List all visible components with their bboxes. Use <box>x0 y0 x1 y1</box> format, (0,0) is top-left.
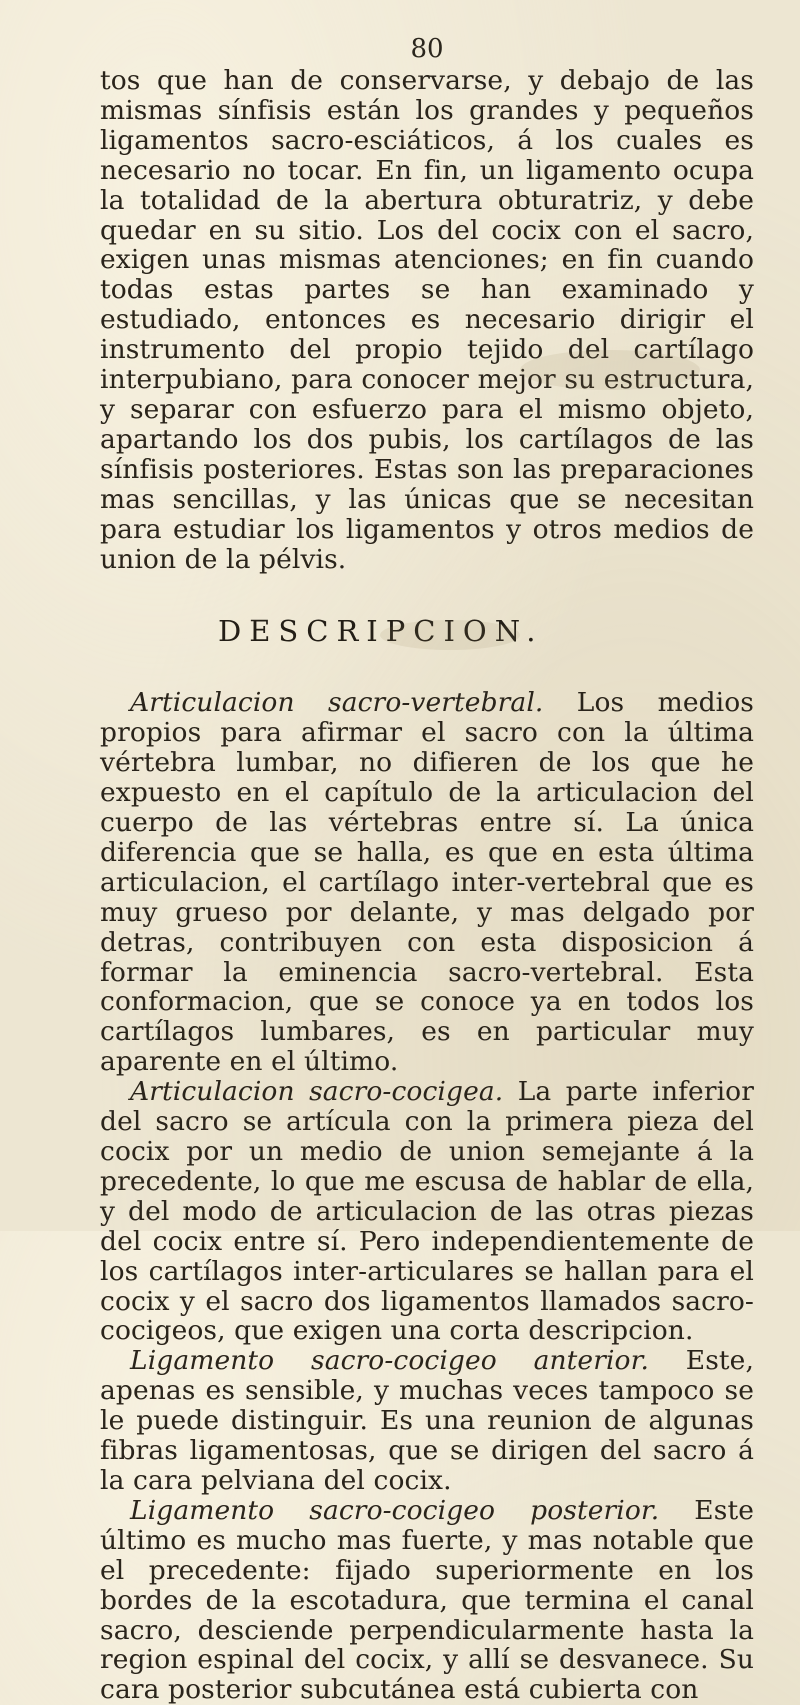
paragraph-lead-title: Articulacion sacro-vertebral. <box>130 687 544 719</box>
paragraph-lead-title: Articulacion sacro-cocigea. <box>130 1076 504 1108</box>
paragraph-body: Este, apenas es sensible, y muchas veces tampoco se le puede distinguir. Es una reunion de algunas fibras ligamentosas, que se dirigen del sacro á la cara pelviana del cocix. <box>100 1345 754 1496</box>
paragraph-sacro-cocigea <box>100 1077 754 1346</box>
paragraph-body: Este último es mucho mas fuerte, y mas notable que el precedente: fijado superiormente en los bordes de la escotadura, que termina el canal sacro, desciende perpendicularmente hasta la region espinal del cocix, y allí se desvanece. Su cara posterior subcutánea está cubierta con <box>100 1494 754 1705</box>
page-number: 80 <box>410 34 444 64</box>
paragraph-body: Los medios propios para afirmar el sacro con la última vértebra lumbar, no difieren de los que he expuesto en el capítulo de la articulacion del cuerpo de las vértebras entre sí. La única diferencia que se halla, es que en esta última articulacion, el cartílago inter-vertebral que es muy grueso por delante, y mas delgado por detras, contribuyen con esta disposicion á formar la eminencia sacro-vertebral. Esta conformacion, que se conoce ya en todos los cartílagos lumbares, es en particular muy aparente en el último. <box>100 687 755 1078</box>
paragraph-lead-title: Ligamento sacro-cocigeo anterior. <box>130 1345 649 1377</box>
paragraph-lead-title: Ligamento sacro-cocigeo posterior. <box>130 1494 660 1526</box>
section-heading: DESCRIPCION. <box>218 614 544 649</box>
paragraph-body: La parte inferior del sacro se artícula con la primera pieza del cocix por un medio de union semejante á la precedente, lo que me escusa de hablar de ella, y del modo de articulacion de las otras piezas del cocix entre sí. Pero independientemente de los cartílagos inter-articulares se hallan para el cocix y el sacro dos ligamentos llamados sacro-cocigeos, que exigen una corta descripcion. <box>100 1076 755 1347</box>
paragraph-ligamento-posterior <box>100 1496 754 1705</box>
paragraph-continuation: tos que han de conservarse, y debajo de las mismas sínfisis están los grandes y pequeños ligamentos sacro-esciáticos, á los cuales es necesario no tocar. En fin, un ligamento ocupa la totalidad de la abertura obturatriz, y debe quedar en su sitio. Los del cocix con el sacro, exigen unas mismas atenciones; en fin cuando todas estas partes se han examinado y estudiado, entonces es necesario dirigir el instrumento del propio tejido del cartílago interpubiano, para conocer mejor su estructura, y separar con esfuerzo para el mismo objeto, apartando los dos pubis, los cartílagos de las sínfisis posteriores. Estas son las preparaciones mas sencillas, y las únicas que se necesitan para estudiar los ligamentos y otros medios de union de la pélvis. <box>100 65 754 575</box>
paragraph-ligamento-anterior <box>100 1346 754 1496</box>
paragraph-sacro-vertebral <box>100 688 754 1077</box>
